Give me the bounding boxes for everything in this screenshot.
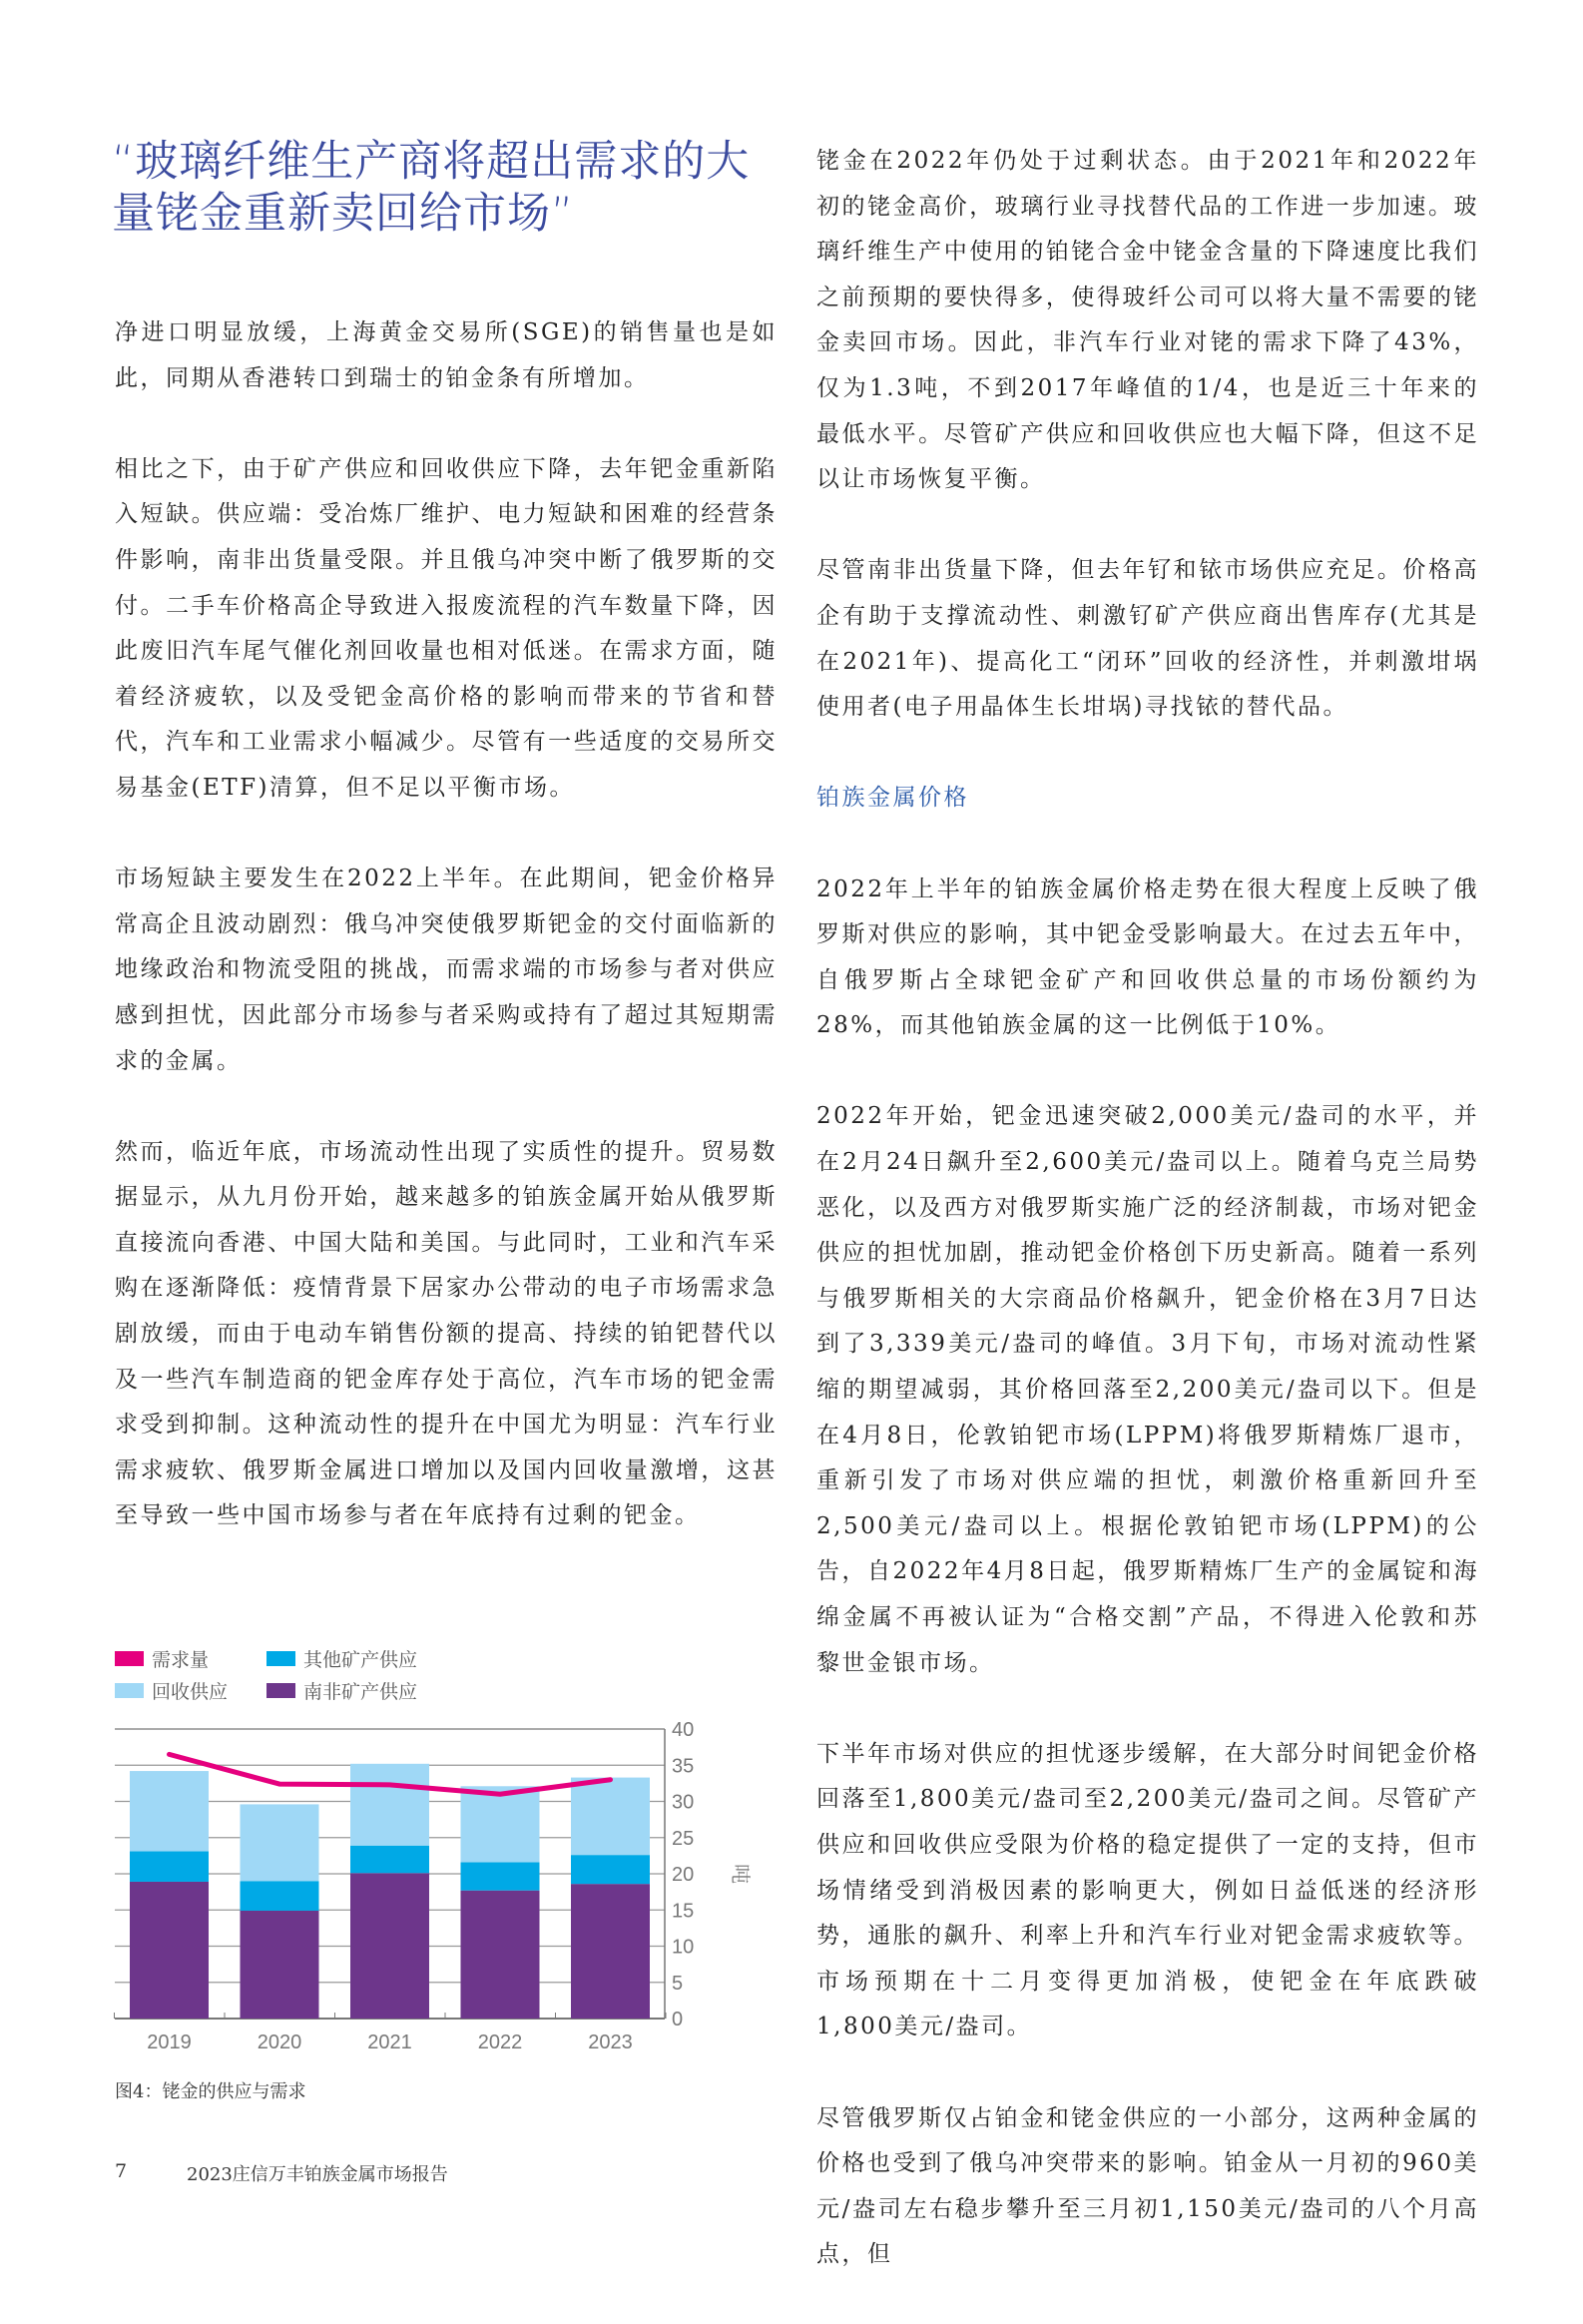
- paragraph: 市场短缺主要发生在2022上半年。在此期间，钯金价格异常高企且波动剧烈：俄乌冲突使俄罗斯钯金的交付面临新的地缘政治和物流受阻的挑战，而需求端的市场参与者对供应感到担忧，因此部分市场参与者采购或持有了超过其短期需求的金属。: [115, 857, 778, 1084]
- paragraph: 尽管南非出货量下降，但去年钌和铱市场供应充足。价格高企有助于支撑流动性、刺激钌矿产供应商出售库存(尤其是在2021年)、提高化工“闭环”回收的经济性，并刺激坩埚使用者(电子用晶体生长坩埚)寻找铱的替代品。: [816, 548, 1479, 730]
- paragraph: 净进口明显放缓，上海黄金交易所(SGE)的销售量也是如此，同期从香港转口到瑞士的铂金条有所增加。: [115, 310, 778, 401]
- y-tick-label: 5: [672, 1973, 683, 1995]
- bar-segment-2019: [130, 1771, 209, 1851]
- y-tick-label: 20: [672, 1864, 694, 1886]
- paragraph: 相比之下，由于矿产供应和回收供应下降，去年钯金重新陷入短缺。供应端：受冶炼厂维护、电力短缺和困难的经营条件影响，南非出货量受限。并且俄乌冲突中断了俄罗斯的交付。二手车价格高企导致进入报废流程的汽车数量下降，因此废旧汽车尾气催化剂回收量也相对低迷。在需求方面，随着经济疲软，以及受钯金高价格的影响而带来的节省和替代，汽车和工业需求小幅减少。尽管有一些适度的交易所交易基金(ETF)清算，但不足以平衡市场。: [115, 447, 778, 812]
- bar-segment-2021: [350, 1873, 429, 2019]
- paragraph: 下半年市场对供应的担忧逐步缓解，在大部分时间钯金价格回落至1,800美元/盎司至2,200美元/盎司之间。尽管矿产供应和回收供应受限为价格的稳定提供了一定的支持，但市场情绪受到消极因素的影响更大，例如日益低迷的经济形势，通胀的飙升、利率上升和汽车行业对钯金需求疲软等。市场预期在十二月变得更加消极，使钯金在年底跌破1,800美元/盎司。: [816, 1732, 1479, 2050]
- legend-item-sa-mine: [266, 1677, 417, 1704]
- bar-segment-2023: [571, 1778, 650, 1856]
- bar-segment-2022: [461, 1786, 540, 1862]
- right-column: [816, 139, 1479, 2324]
- legend-label: 南非矿产供应: [303, 1677, 417, 1704]
- paragraph: 2022年上半年的铂族金属价格走势在很大程度上反映了俄罗斯对供应的影响，其中钯金受影响最大。在过去五年中，自俄罗斯占全球钯金矿产和回收供总量的市场份额约为28%，而其他铂族金属的这一比例低于10%。: [816, 868, 1479, 1049]
- legend-swatch: [266, 1651, 295, 1666]
- footer-report-title: 2023庄信万丰铂族金属市场报告: [187, 2160, 448, 2186]
- bar-segment-2021: [350, 1846, 429, 1874]
- bar-segment-2021: [350, 1764, 429, 1846]
- y-tick-label: 30: [672, 1792, 694, 1814]
- legend-item-demand: [115, 1645, 209, 1672]
- legend-item-recycling: [115, 1677, 228, 1704]
- bar-segment-2022: [461, 1891, 540, 2019]
- y-tick-label: 40: [672, 1719, 694, 1741]
- bar-segment-2020: [241, 1911, 319, 2019]
- x-tick-label: 2021: [367, 2032, 412, 2053]
- paragraph: 尽管俄罗斯仅占铂金和铑金供应的一小部分，这两种金属的价格也受到了俄乌冲突带来的影响。铂金从一月初的960美元/盎司左右稳步攀升至三月初1,150美元/盎司的八个月高点，但: [816, 2096, 1479, 2278]
- y-tick-label: 15: [672, 1900, 694, 1922]
- legend-label: 回收供应: [152, 1677, 228, 1704]
- legend-swatch: [115, 1651, 144, 1666]
- x-tick-label: 2023: [588, 2032, 633, 2053]
- legend-swatch: [115, 1683, 144, 1698]
- figure-caption: 图4：铑金的供应与需求: [115, 2077, 305, 2103]
- y-tick-label: 0: [672, 2009, 683, 2031]
- legend-swatch: [266, 1683, 295, 1698]
- legend-label: 需求量: [152, 1645, 209, 1672]
- supply-demand-chart: [100, 1717, 779, 2066]
- pull-quote-title: “玻璃纤维生产商将超出需求的大量铑金重新卖回给市场”: [112, 136, 791, 240]
- x-tick-label: 2019: [147, 2032, 192, 2053]
- bar-segment-2020: [241, 1804, 319, 1881]
- bar-segment-2022: [461, 1862, 540, 1890]
- x-tick-label: 2022: [478, 2032, 523, 2053]
- page-number: 7: [115, 2160, 127, 2182]
- section-heading: 铂族金属价格: [816, 776, 1479, 822]
- y-tick-label: 10: [672, 1937, 694, 1959]
- bar-segment-2019: [130, 1852, 209, 1882]
- bar-segment-2023: [571, 1884, 650, 2019]
- bar-segment-2019: [130, 1882, 209, 2019]
- y-tick-label: 35: [672, 1755, 694, 1777]
- legend-item-other-mine: [266, 1645, 417, 1672]
- y-tick-label: 25: [672, 1828, 694, 1850]
- paragraph: 2022年开始，钯金迅速突破2,000美元/盎司的水平，并在2月24日飙升至2,600美元/盎司以上。随着乌克兰局势恶化，以及西方对俄罗斯实施广泛的经济制裁，市场对钯金供应的担忧加剧，推动钯金价格创下历史新高。随着一系列与俄罗斯相关的大宗商品价格飙升，钯金价格在3月7日达到了3,339美元/盎司的峰值。3月下旬，市场对流动性紧缩的期望减弱，其价格回落至2,200美元/盎司以下。但是在4月8日，伦敦铂钯市场(LPPM)将俄罗斯精炼厂退市，重新引发了市场对供应端的担忧，刺激价格重新回升至2,500美元/盎司以上。根据伦敦铂钯市场(LPPM)的公告，自2022年4月8日起，俄罗斯精炼厂生产的金属锭和海绵金属不再被认证为“合格交割”产品，不得进入伦敦和苏黎世金银市场。: [816, 1094, 1479, 1686]
- left-column: [115, 310, 778, 1585]
- legend-label: 其他矿产供应: [303, 1645, 417, 1672]
- x-tick-label: 2020: [258, 2032, 302, 2053]
- bar-segment-2020: [241, 1881, 319, 1911]
- y-axis-label: 吨: [729, 1864, 753, 1884]
- paragraph: 然而，临近年底，市场流动性出现了实质性的提升。贸易数据显示，从九月份开始，越来越多的铂族金属开始从俄罗斯直接流向香港、中国大陆和美国。与此同时，工业和汽车采购在逐渐降低：疫情背景下居家办公带动的电子市场需求急剧放缓，而由于电动车销售份额的提高、持续的铂钯替代以及一些汽车制造商的钯金库存处于高位，汽车市场的钯金需求受到抑制。这种流动性的提升在中国尤为明显：汽车行业需求疲软、俄罗斯金属进口增加以及国内回收量激增，这甚至导致一些中国市场参与者在年底持有过剩的钯金。: [115, 1130, 778, 1539]
- paragraph: 铑金在2022年仍处于过剩状态。由于2021年和2022年初的铑金高价，玻璃行业寻找替代品的工作进一步加速。玻璃纤维生产中使用的铂铑合金中铑金含量的下降速度比我们之前预期的要快得多，使得玻纤公司可以将大量不需要的铑金卖回市场。因此，非汽车行业对铑的需求下降了43%，仅为1.3吨，不到2017年峰值的1/4，也是近三十年来的最低水平。尽管矿产供应和回收供应也大幅下降，但这不足以让市场恢复平衡。: [816, 139, 1479, 503]
- bar-segment-2023: [571, 1855, 650, 1884]
